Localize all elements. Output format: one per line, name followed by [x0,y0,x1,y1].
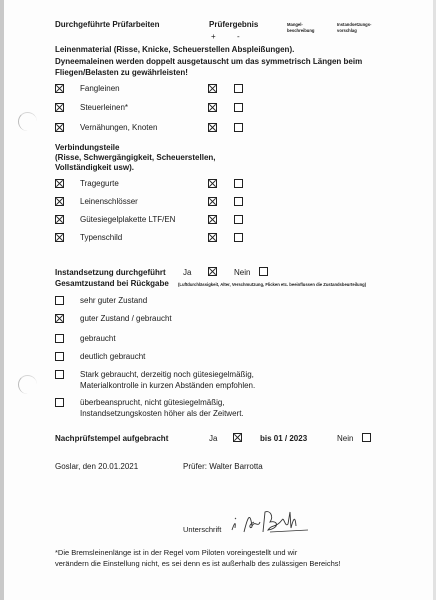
condition-option-label: überbeansprucht, nicht gütesiegelmäßig, Instandsetzungskosten höher als der Zeitwert. [80,398,244,418]
minus-checkbox[interactable] [234,197,243,206]
part-item-checkbox[interactable] [55,233,64,242]
minus-checkbox[interactable] [234,84,243,93]
stamp-no-label: Nein [337,434,354,443]
place-date: Goslar, den 20.01.2021 [55,462,139,471]
minus-checkbox[interactable] [234,233,243,242]
condition-option-label: sehr guter Zustand [80,296,148,305]
punch-hole-mark [18,112,37,131]
plus-checkbox[interactable] [208,197,217,206]
condition-option-label: gebraucht [80,334,116,343]
line-item-checkbox[interactable] [55,84,64,93]
col-title: Durchgeführte Prüfarbeiten [55,20,160,29]
lines-heading: Leinenmaterial (Risse, Knicke, Scheuerstellen Abspleißungen). [55,45,295,54]
repair-no-checkbox[interactable] [259,267,268,276]
repair-no-label: Nein [234,268,251,277]
condition-option-checkbox[interactable] [55,398,64,407]
scan-edge-left [0,0,4,600]
part-item-label: Gütesiegelplakette LTF/EN [80,215,176,224]
col-defect: Mangel- beschreibung [287,22,315,33]
handwritten-signature [230,506,325,536]
line-item-checkbox[interactable] [55,123,64,132]
plus-checkbox[interactable] [208,215,217,224]
condition-option-checkbox[interactable] [55,352,64,361]
condition-option-label: deutlich gebraucht [80,352,146,361]
plus-checkbox[interactable] [208,233,217,242]
condition-option-checkbox[interactable] [55,296,64,305]
stamp-yes-label: Ja [209,434,218,443]
part-item-label: Leinenschlösser [80,197,138,206]
stamp-until: bis 01 / 2023 [260,434,308,443]
col-repair: Instandsetzungs- vorschlag [337,22,372,33]
part-item-label: Tragegurte [80,179,119,188]
repair-yes-label: Ja [183,268,192,277]
condition-option-label: guter Zustand / gebraucht [80,314,172,323]
col-result: Prüfergebnis [209,20,259,29]
lines-note: Dyneemaleinen werden doppelt ausgetauscht um das symmetrisch Längen beim Fliegen/Belasten zu gewährleisten! [55,57,363,77]
part-item-checkbox[interactable] [55,179,64,188]
line-item-checkbox[interactable] [55,103,64,112]
minus-checkbox[interactable] [234,215,243,224]
minus-checkbox[interactable] [234,179,243,188]
inspector: Prüfer: Walter Barrotta [183,462,263,471]
punch-hole-mark [18,375,37,394]
repair-label: Instandsetzung durchgeführt [55,268,166,277]
minus-checkbox[interactable] [234,103,243,112]
stamp-label: Nachprüfstempel aufgebracht [55,434,169,443]
condition-option-checkbox[interactable] [55,334,64,343]
line-item-label: Fangleinen [80,84,120,93]
condition-note: (Luftdurchlässigkeit, Alter, Verschmutzung, Flicken etc. beeinflussen die Zustandsbeurteilung) [178,282,367,287]
plus-checkbox[interactable] [208,84,217,93]
part-item-checkbox[interactable] [55,215,64,224]
condition-label: Gesamtzustand bei Rückgabe [55,279,169,288]
part-item-label: Typenschild [80,233,123,242]
stamp-no-checkbox[interactable] [362,433,371,442]
signature-label: Unterschrift [183,525,222,534]
plus-checkbox[interactable] [208,179,217,188]
condition-option-checkbox[interactable] [55,314,64,323]
condition-option-checkbox[interactable] [55,370,64,379]
condition-option-label: Stark gebraucht, derzeitig noch gütesiegelmäßig, Materialkontrolle in kurzen Abständen empfohlen. [80,370,256,390]
plus-checkbox[interactable] [208,123,217,132]
plus-sign: + [211,32,216,41]
line-item-label: Vernähungen, Knoten [80,123,158,132]
minus-sign: - [237,32,240,41]
part-item-checkbox[interactable] [55,197,64,206]
repair-yes-checkbox[interactable] [208,267,217,276]
stamp-yes-checkbox[interactable] [233,433,242,442]
line-item-label: Steuerleinen* [80,103,129,112]
parts-heading: Verbindungsteile (Risse, Schwergängigkeit, Scheuerstellen, Vollständigkeit usw). [55,143,216,172]
footnote: *Die Bremsleinenlänge ist in der Regel vom Piloten voreingestellt und wir verändern die Einstellung nicht, es sei denn es ist außerhalb des zulässigen Bereichs! [55,548,341,568]
minus-checkbox[interactable] [234,123,243,132]
plus-checkbox[interactable] [208,103,217,112]
